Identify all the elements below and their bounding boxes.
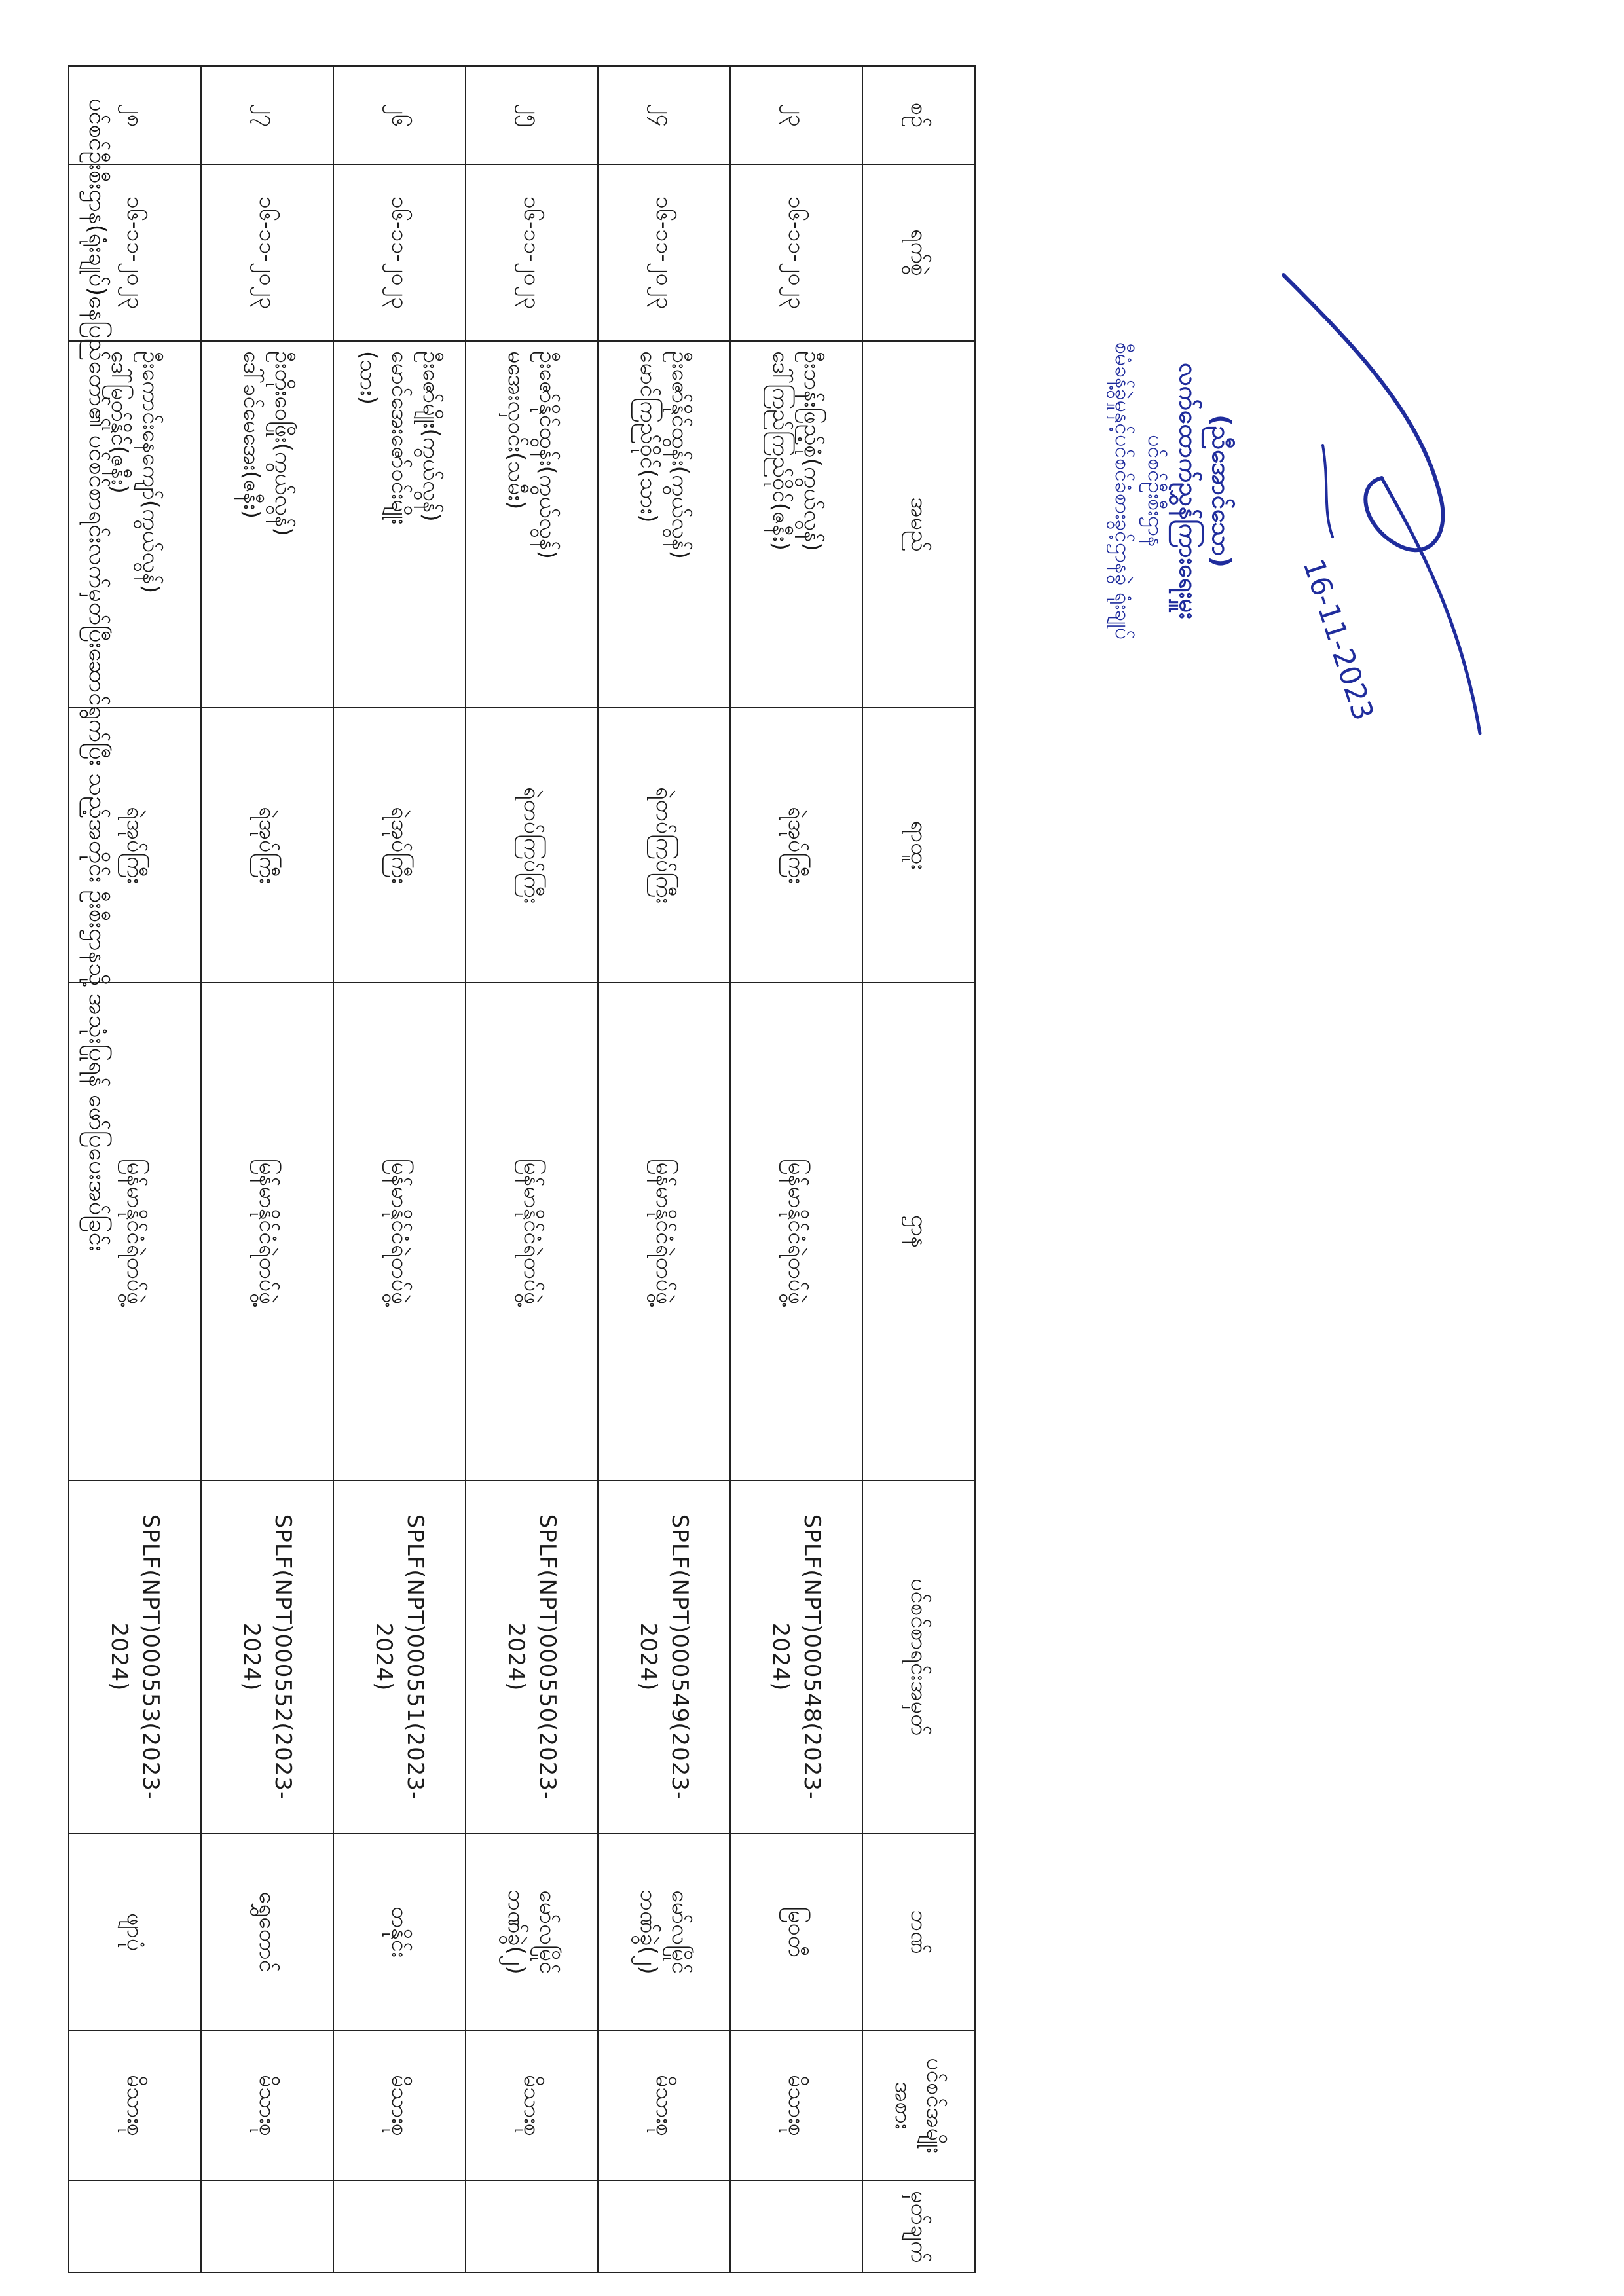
cell-rank: ရဲအုပ်ကြီး: [201, 708, 333, 983]
cell-bank: မော်လမြိုင် ဘဏ်ခွဲ(၂): [598, 1834, 730, 2030]
cell-date: ၁၆-၁၁-၂၀၂၃: [466, 164, 598, 341]
approver-name: (ညီအောင်သော): [1207, 414, 1236, 568]
cell-name: ဦးတိုးဝေဖြိုး(ကွယ်လွန်) ဒေါ်ခင်မေအေး(ဇနီး): [201, 341, 333, 708]
header-remark: မှတ်ချက်: [862, 2181, 975, 2272]
cell-pension-number: SPLF(NPT)000552(2023-2024): [201, 1480, 333, 1834]
signature-date: 16-11-2023: [1296, 555, 1380, 725]
cell-bank: ဖျာပုံ: [69, 1834, 201, 2030]
cell-date: ၁၆-၁၁-၂၀၂၃: [201, 164, 333, 341]
cell-name: ဦးဘန်းဖြည့်စုံ(ကွယ်လွန်) ဒေါ်ကြည်ကြည်ဝိုင်(ဇနီး): [730, 341, 862, 708]
cell-pension-type: မိသားစု: [730, 2030, 862, 2181]
cell-serial: ၂၄: [598, 66, 730, 164]
cell-department: မြန်မာနိုင်ငံရဲတပ်ဖွဲ့: [466, 983, 598, 1480]
header-pension-number: ပင်စင်စာရင်းအမှတ်: [862, 1480, 975, 1834]
cell-name: ဦးဇော်မျိုး(ကွယ်လွန်) မောင်အေးဇော်ဝင်းမျိုး (သား): [333, 341, 466, 708]
cell-pension-number: SPLF(NPT)000549(2023-2024): [598, 1480, 730, 1834]
approval-block: [1022, 196, 1519, 786]
cell-remark: [333, 2181, 466, 2272]
pension-register-table: [68, 65, 976, 2273]
table-row: [730, 66, 862, 2272]
cell-pension-number: SPLF(NPT)000551(2023-2024): [333, 1480, 466, 1834]
handwritten-signature: [1238, 196, 1519, 786]
document-title: ပင်စင်ဦးစီးဌာန(ရုံးချုပ်)နေပြည်တော်၏ ပင်စင်စာရင်းလက်မှတ်ပြီးဆောင်ရွက်ပြီး သည့်အတိုင်း ဦးစီးဌာနသို့ အသုံးပြုရန် ဖော်ပြပေးအပ်ခြင်း: [84, 98, 111, 1252]
cell-name: ဦးကောင်းနေကျော်(ကွယ်လွန်) ဒေါ်မြတ်နိုင်(ဇနီး): [69, 341, 201, 708]
cell-date: ၁၆-၁၁-၂၀၂၃: [333, 164, 466, 341]
header-serial: စဉ်: [862, 66, 975, 164]
table-row: [598, 66, 730, 2272]
cell-department: မြန်မာနိုင်ငံရဲတပ်ဖွဲ့: [598, 983, 730, 1480]
cell-pension-type: မိသားစု: [598, 2030, 730, 2181]
cell-department: မြန်မာနိုင်ငံရဲတပ်ဖွဲ့: [333, 983, 466, 1480]
cell-bank: တနိုင်း: [333, 1834, 466, 2030]
cell-department: မြန်မာနိုင်ငံရဲတပ်ဖွဲ့: [201, 983, 333, 1480]
cell-rank: ရဲတပ်ကြပ်ကြီး: [466, 708, 598, 983]
table-row: [333, 66, 466, 2272]
table-header-row: [862, 66, 975, 2272]
cell-name: ဦးဇော်နိုင်ထွန်း(ကွယ်လွန်) မောင်ကြည်ဝိုင်(သား): [598, 341, 730, 708]
cell-pension-number: SPLF(NPT)000548(2023-2024): [730, 1480, 862, 1834]
cell-remark: [730, 2181, 862, 2272]
cell-pension-number: SPLF(NPT)000550(2023-2024): [466, 1480, 598, 1834]
cell-serial: ၂၅: [466, 66, 598, 164]
cell-remark: [466, 2181, 598, 2272]
header-department: ဌာန: [862, 983, 975, 1480]
approver-department: ပင်စင်ဦးစီးဌာန: [1143, 435, 1168, 547]
table-row: [69, 66, 201, 2272]
approval-stamp: [1107, 196, 1238, 786]
cell-rank: ရဲတပ်ကြပ်ကြီး: [598, 708, 730, 983]
cell-remark: [201, 2181, 333, 2272]
header-date: ရက်စွဲ: [862, 164, 975, 341]
cell-pension-number: SPLF(NPT)000553(2023-2024): [69, 1480, 201, 1834]
table-row: [201, 66, 333, 2272]
cell-date: ၁၆-၁၁-၂၀၂၃: [69, 164, 201, 341]
cell-department: မြန်မာနိုင်ငံရဲတပ်ဖွဲ့: [69, 983, 201, 1480]
header-bank: ဘဏ်: [862, 1834, 975, 2030]
cell-serial: ၂၆: [333, 66, 466, 164]
approver-position: လက်ထောက်ညွှန်ကြားရေးမှူး: [1174, 363, 1203, 619]
header-pension-type: ပင်စင်အမျိုးအစား: [862, 2030, 975, 2181]
cell-pension-type: မိသားစု: [69, 2030, 201, 2181]
cell-date: ၁၆-၁၁-၂၀၂၃: [598, 164, 730, 341]
cell-rank: ရဲအုပ်ကြီး: [730, 708, 862, 983]
cell-bank: မြဝတီ: [730, 1834, 862, 2030]
cell-remark: [598, 2181, 730, 2272]
cell-rank: ရဲအုပ်ကြီး: [69, 708, 201, 983]
cell-rank: ရဲအုပ်ကြီး: [333, 708, 466, 983]
header-name: အမည်: [862, 341, 975, 708]
cell-bank: ရွှေတောင်: [201, 1834, 333, 2030]
cell-name: ဦးဇော်နိုင်ထွန်း(ကွယ်လွန်) မအေးလှဝင်း(သမီး): [466, 341, 598, 708]
approver-office: စီမံခန့်ခွဲမှုနှင့်ပင်စင်ခံစားခွင့်ဌာနခွဲ ရုံးချုပ်: [1111, 342, 1135, 640]
cell-serial: ၂၈: [69, 66, 201, 164]
cell-remark: [69, 2181, 201, 2272]
cell-department: မြန်မာနိုင်ငံရဲတပ်ဖွဲ့: [730, 983, 862, 1480]
table-row: [466, 66, 598, 2272]
cell-pension-type: မိသားစု: [466, 2030, 598, 2181]
cell-bank: မော်လမြိုင် ဘဏ်ခွဲ(၂): [466, 1834, 598, 2030]
cell-date: ၁၆-၁၁-၂၀၂၃: [730, 164, 862, 341]
cell-serial: ၂၃: [730, 66, 862, 164]
cell-pension-type: မိသားစု: [201, 2030, 333, 2181]
cell-serial: ၂၇: [201, 66, 333, 164]
header-rank: ရာထူး: [862, 708, 975, 983]
cell-pension-type: မိသားစု: [333, 2030, 466, 2181]
